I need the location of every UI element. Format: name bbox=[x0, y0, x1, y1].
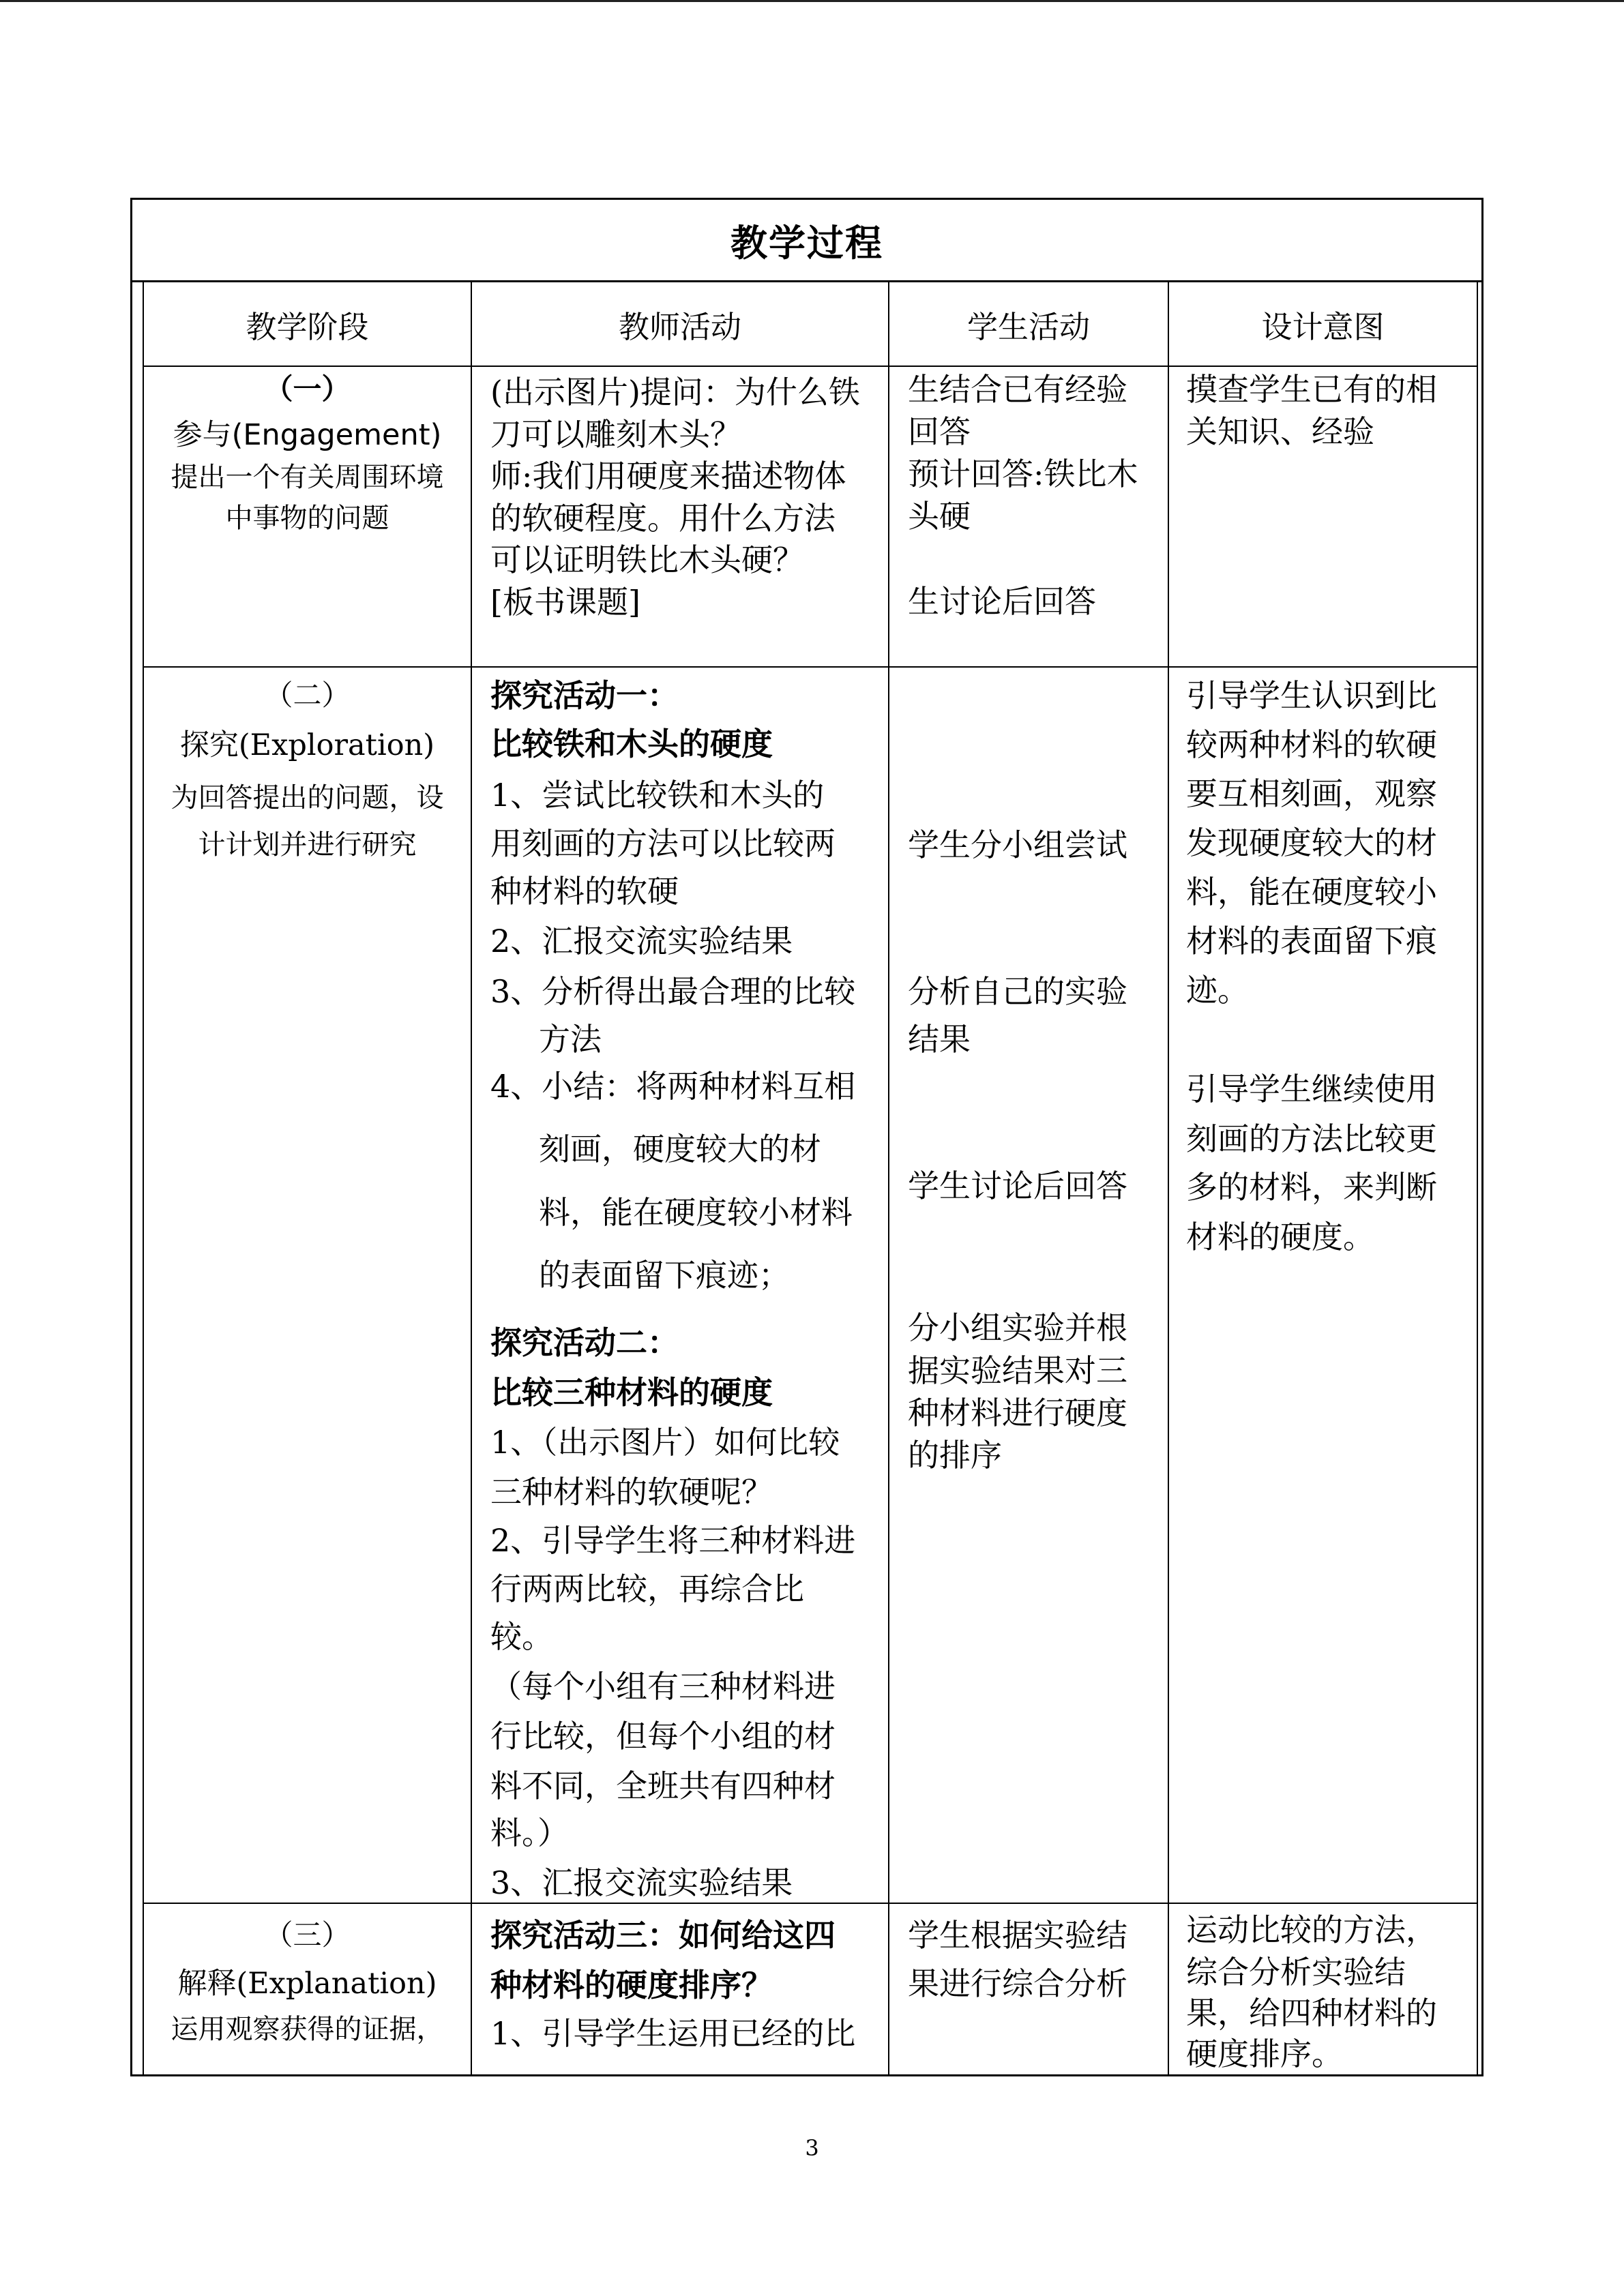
teacher-activity-line: 刻画，硬度较大的材 bbox=[539, 1131, 821, 1167]
stage-description-line: 为回答提出的问题，设 bbox=[171, 782, 444, 814]
teacher-activity-line: 1、尝试比较铁和木头的 bbox=[490, 777, 825, 814]
design-intent-line: 较两种材料的软硬 bbox=[1186, 726, 1437, 763]
student-activity-line: 果进行综合分析 bbox=[908, 1965, 1127, 2002]
student-activity-line: 分小组实验并根 bbox=[908, 1309, 1127, 1346]
stage-name: 参与(Engagement) bbox=[173, 418, 442, 452]
teacher-activity-line: 三种材料的软硬呢？ bbox=[490, 1474, 773, 1510]
student-activity-line: 预计回答:铁比木 bbox=[908, 456, 1138, 492]
student-activity-line: 生结合已有经验 bbox=[908, 371, 1127, 408]
teacher-activity-line: (出示图片)提问：为什么铁 bbox=[490, 374, 860, 411]
student-activity-line: 结果 bbox=[908, 1021, 971, 1058]
teacher-activity-line: 料。） bbox=[490, 1815, 569, 1851]
stage-number: （一） bbox=[264, 372, 351, 406]
design-intent-line: 综合分析实验结 bbox=[1186, 1954, 1406, 1991]
teacher-activity-line: 1、（出示图片）如何比较 bbox=[490, 1424, 840, 1461]
teacher-activity-line: 用刻画的方法可以比较两 bbox=[490, 825, 836, 862]
design-intent-line: 要互相刻画，观察 bbox=[1186, 775, 1437, 812]
teacher-activity-line: 行两两比较，再综合比 bbox=[490, 1570, 804, 1607]
teacher-activity-line: 的表面留下痕迹； bbox=[539, 1257, 790, 1294]
header-stage: 教学阶段 bbox=[246, 308, 369, 345]
design-intent-line: 果，给四种材料的 bbox=[1186, 1995, 1437, 2031]
teacher-activity-line: 料不同，全班共有四种材 bbox=[490, 1768, 836, 1804]
teacher-activity-line: 种材料的软硬 bbox=[490, 873, 679, 910]
design-intent-line: 引导学生继续使用 bbox=[1186, 1071, 1437, 1107]
teacher-activity-line: （每个小组有三种材料进 bbox=[490, 1668, 836, 1705]
teacher-activity-line: 师:我们用硬度来描述物体 bbox=[490, 458, 846, 494]
header-teacher-activity: 教师活动 bbox=[618, 308, 741, 345]
student-activity-line: 种材料进行硬度 bbox=[908, 1395, 1127, 1431]
activity-heading: 比较三种材料的硬度 bbox=[490, 1374, 773, 1411]
design-intent-line: 引导学生认识到比 bbox=[1186, 677, 1437, 714]
row-divider bbox=[143, 1903, 1478, 1904]
teacher-activity-line: 2、汇报交流实验结果 bbox=[490, 923, 793, 959]
inner-right-rule bbox=[1477, 282, 1478, 2074]
student-activity-line: 生讨论后回答 bbox=[908, 583, 1096, 620]
stage-description-line: 提出一个有关周围环境 bbox=[171, 462, 444, 493]
student-activity-line: 头硬 bbox=[908, 498, 971, 535]
page-number: 3 bbox=[805, 2135, 819, 2161]
activity-heading: 种材料的硬度排序？ bbox=[490, 1967, 773, 2003]
teacher-activity-line: 的软硬程度。用什么方法 bbox=[490, 500, 836, 537]
student-activity-line: 据实验结果对三 bbox=[908, 1352, 1127, 1389]
activity-heading: 探究活动一： bbox=[490, 677, 679, 714]
teacher-activity-line: 行比较，但每个小组的材 bbox=[490, 1718, 836, 1755]
design-intent-line: 多的材料，来判断 bbox=[1186, 1169, 1437, 1206]
stage-name: 探究(Exploration) bbox=[179, 728, 435, 762]
design-intent-line: 运动比较的方法， bbox=[1186, 1911, 1437, 1948]
design-intent-line: 摸查学生已有的相 bbox=[1186, 371, 1437, 408]
student-activity-line: 学生根据实验结 bbox=[908, 1917, 1127, 1954]
teacher-activity-line: 4、小结：将两种材料互相 bbox=[490, 1068, 856, 1105]
column-divider bbox=[471, 282, 472, 2074]
table-title: 教学过程 bbox=[730, 221, 883, 265]
teacher-activity-line: 3、分析得出最合理的比较 bbox=[490, 973, 856, 1010]
teacher-activity-line: 2、引导学生将三种材料进 bbox=[490, 1522, 856, 1559]
design-intent-line: 材料的表面留下痕 bbox=[1186, 923, 1437, 959]
header-design-intent: 设计意图 bbox=[1261, 308, 1385, 345]
column-divider bbox=[888, 282, 889, 2074]
teacher-activity-line: 可以证明铁比木头硬？ bbox=[490, 541, 804, 578]
stage-description-line: 中事物的问题 bbox=[225, 503, 389, 534]
student-activity-line: 回答 bbox=[908, 413, 971, 450]
page-top-edge bbox=[0, 0, 1624, 2]
stage-description-line: 计计划并进行研究 bbox=[198, 829, 417, 861]
teacher-activity-line: 方法 bbox=[539, 1021, 602, 1058]
teacher-activity-line: 3、汇报交流实验结果 bbox=[490, 1864, 793, 1901]
activity-heading: 比较铁和木头的硬度 bbox=[490, 726, 773, 762]
design-intent-line: 硬度排序。 bbox=[1186, 2036, 1343, 2072]
teacher-activity-line: 料，能在硬度较小材料 bbox=[539, 1194, 853, 1231]
stage-number: （三） bbox=[264, 1918, 351, 1952]
teacher-activity-line: 1、引导学生运用已经的比 bbox=[490, 2015, 856, 2052]
activity-heading: 探究活动二： bbox=[490, 1324, 679, 1361]
teacher-activity-line: 刀可以雕刻木头？ bbox=[490, 416, 741, 453]
design-intent-line: 发现硬度较大的材 bbox=[1186, 824, 1437, 861]
header-student-activity: 学生活动 bbox=[966, 308, 1090, 345]
row-divider bbox=[143, 666, 1478, 668]
header-row-rule bbox=[143, 366, 1478, 367]
design-intent-line: 刻画的方法比较更 bbox=[1186, 1120, 1437, 1157]
activity-heading: 探究活动三：如何给这四 bbox=[490, 1917, 836, 1954]
stage-number: （二） bbox=[264, 679, 351, 712]
student-activity-line: 学生讨论后回答 bbox=[908, 1167, 1127, 1204]
teacher-activity-line: [板书课题] bbox=[490, 584, 640, 621]
stage-description-line: 运用观察获得的证据， bbox=[171, 2014, 444, 2045]
inner-left-rule bbox=[143, 282, 144, 2074]
design-intent-line: 迹。 bbox=[1186, 972, 1249, 1009]
design-intent-line: 材料的硬度。 bbox=[1186, 1219, 1374, 1255]
stage-name: 解释(Explanation) bbox=[177, 1967, 437, 2001]
column-divider bbox=[1168, 282, 1169, 2074]
design-intent-line: 料，能在硬度较小 bbox=[1186, 874, 1437, 910]
design-intent-line: 关知识、经验 bbox=[1186, 413, 1374, 450]
student-activity-line: 分析自己的实验 bbox=[908, 973, 1127, 1010]
teacher-activity-line: 较。 bbox=[490, 1618, 553, 1655]
student-activity-line: 学生分小组尝试 bbox=[908, 826, 1127, 863]
student-activity-line: 的排序 bbox=[908, 1437, 1002, 1474]
